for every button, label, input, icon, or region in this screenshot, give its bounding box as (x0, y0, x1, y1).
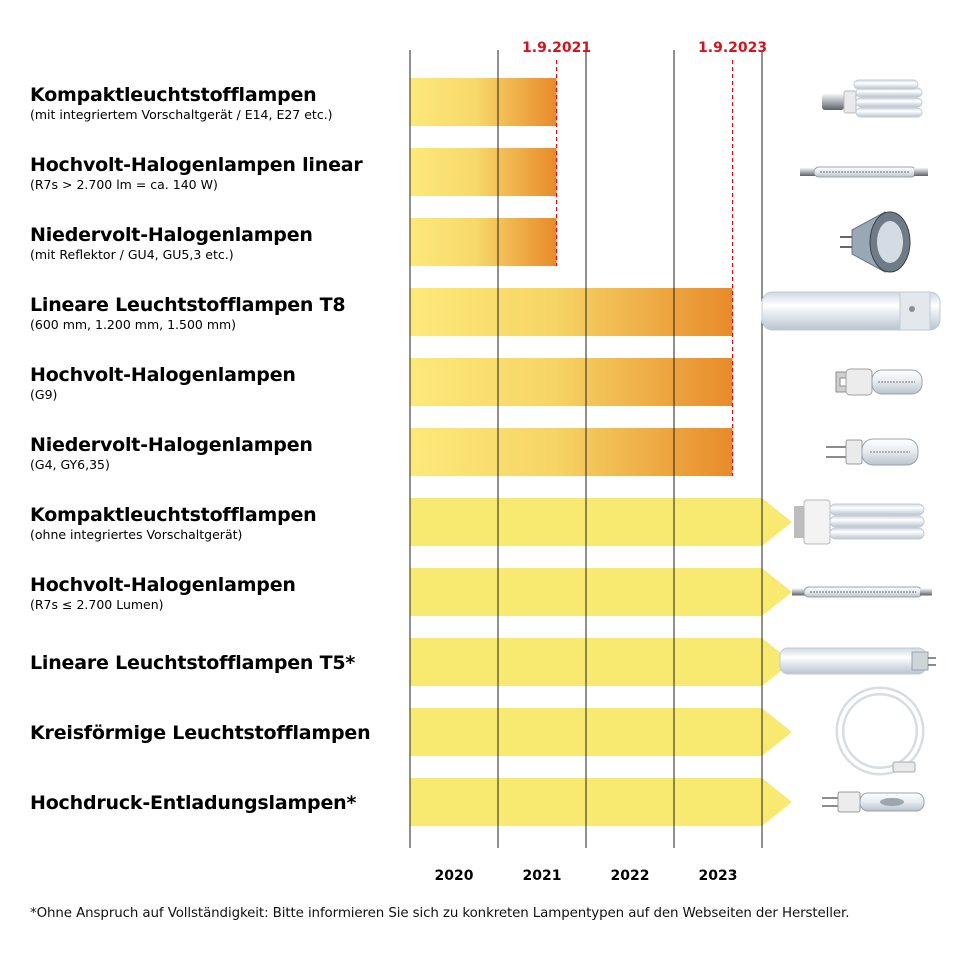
bar-1 (410, 78, 557, 126)
bar-10 (410, 708, 792, 756)
category-title-7: Kompaktleuchtstofflampen (30, 504, 317, 526)
category-subtitle-2: (R7s > 2.700 lm = ca. 140 W) (30, 177, 218, 192)
hid-lamp-icon (822, 792, 924, 812)
category-subtitle-7: (ohne integriertes Vorschaltgerät) (30, 527, 243, 542)
halogen-g9-icon (836, 369, 922, 395)
bar-4 (410, 288, 733, 336)
linear-halogen-small-icon (792, 587, 932, 597)
category-title-9: Lineare Leuchtstofflampen T5* (30, 652, 356, 674)
compact-fluorescent-e27-icon (822, 80, 922, 117)
bar-7 (410, 498, 792, 546)
bar-3 (410, 218, 557, 266)
bar-9 (410, 638, 792, 686)
year-label-2021: 2021 (522, 868, 562, 884)
year-label-2022: 2022 (610, 868, 650, 884)
category-title-10: Kreisförmige Leuchtstofflampen (30, 722, 371, 744)
bar-8 (410, 568, 792, 616)
category-title-3: Niedervolt-Halogenlampen (30, 224, 313, 246)
fluorescent-tube-t8-icon (762, 292, 940, 330)
bar-6 (410, 428, 733, 476)
category-subtitle-4: (600 mm, 1.200 mm, 1.500 mm) (30, 317, 237, 332)
footnote: *Ohne Anspruch auf Vollständigkeit: Bitte informieren Sie sich zu konkreten Lampentypen auf den Webseiten der Hersteller. (30, 906, 850, 921)
category-title-2: Hochvolt-Halogenlampen linear (30, 154, 363, 176)
bar-2 (410, 148, 557, 196)
category-title-11: Hochdruck-Entladungslampen* (30, 792, 357, 814)
fluorescent-tube-t5-icon (780, 648, 936, 674)
category-title-1: Kompaktleuchtstofflampen (30, 84, 317, 106)
year-label-2020: 2020 (434, 868, 474, 884)
compact-fluorescent-plug-icon (794, 500, 924, 544)
category-subtitle-3: (mit Reflektor / GU4, GU5,3 etc.) (30, 247, 234, 262)
category-subtitle-1: (mit integriertem Vorschaltgerät / E14, E27 etc.) (30, 107, 333, 122)
category-title-8: Hochvolt-Halogenlampen (30, 574, 296, 596)
halogen-g4-icon (826, 439, 918, 465)
linear-halogen-r7s-icon (800, 167, 928, 177)
bar-11 (410, 778, 792, 826)
category-title-4: Lineare Leuchtstofflampen T8 (30, 294, 346, 316)
deadline-label-1: 1.9.2021 (522, 40, 592, 56)
category-title-6: Niedervolt-Halogenlampen (30, 434, 313, 456)
bar-5 (410, 358, 733, 406)
category-title-5: Hochvolt-Halogenlampen (30, 364, 296, 386)
reflector-halogen-gu5-icon (840, 212, 910, 272)
category-subtitle-5: (G9) (30, 387, 58, 402)
category-subtitle-8: (R7s ≤ 2.700 Lumen) (30, 597, 164, 612)
year-label-2023: 2023 (698, 868, 738, 884)
category-subtitle-6: (G4, GY6,35) (30, 457, 110, 472)
deadline-label-2: 1.9.2023 (698, 40, 768, 56)
circular-fluorescent-icon (840, 691, 920, 772)
